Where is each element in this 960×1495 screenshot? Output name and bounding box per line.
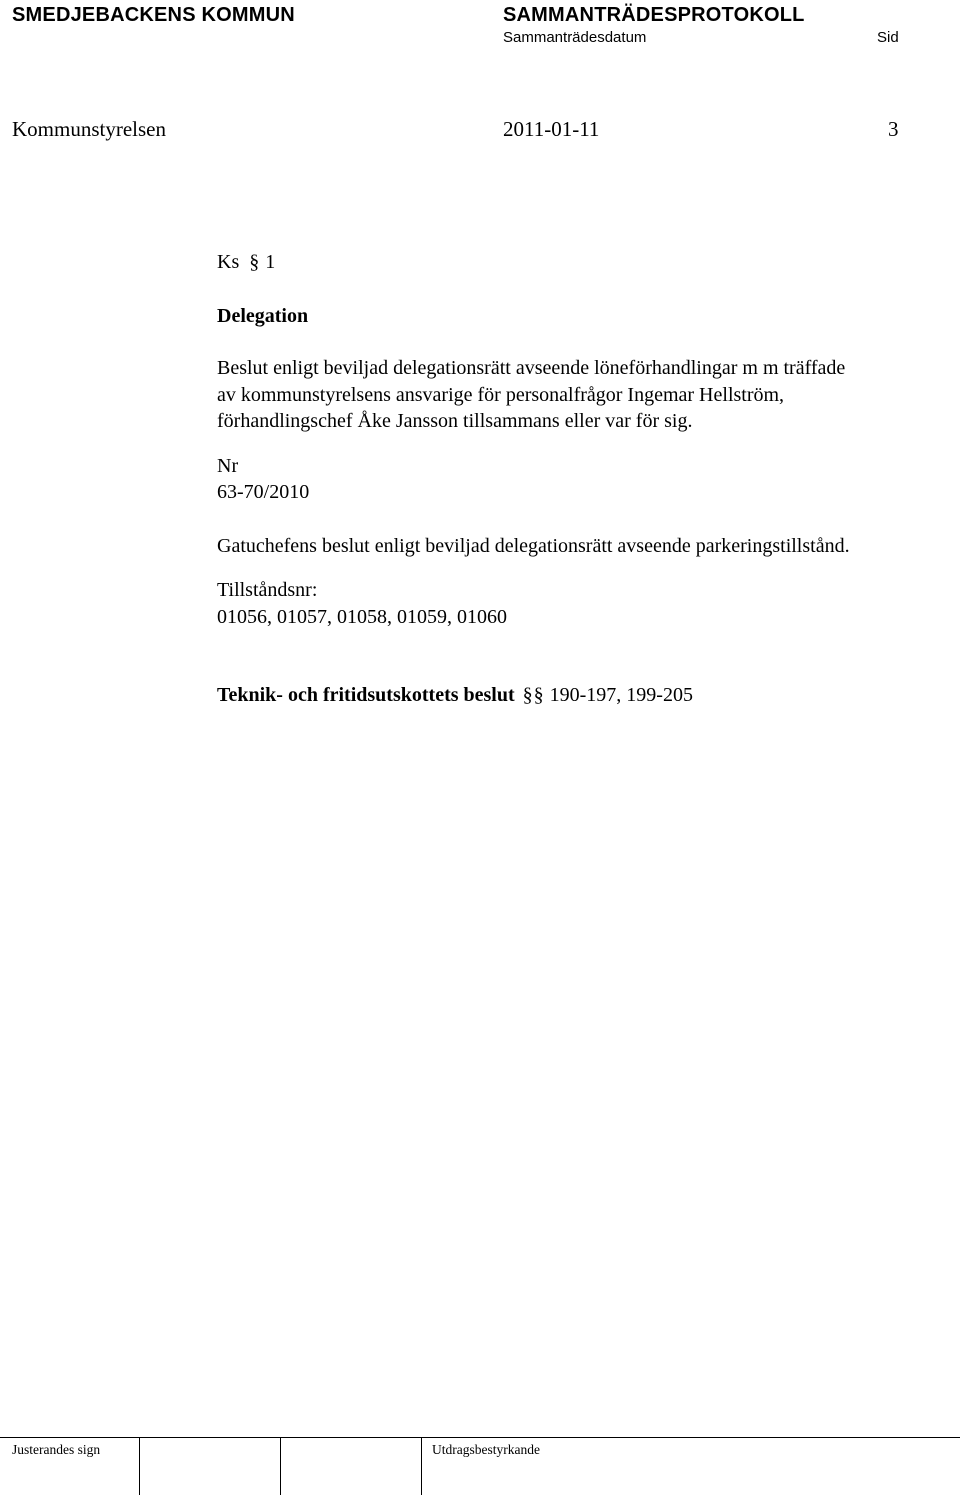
signature-label: Justerandes sign <box>12 1442 101 1457</box>
tfu-title: Teknik- och fritidsutskottets beslut <box>217 684 515 706</box>
committee-name: Kommunstyrelsen <box>12 117 166 141</box>
paragraph-line: Beslut enligt beviljad delegationsrätt avseende löneförhandlingar m m träffade <box>217 357 846 379</box>
tfu-decision-line <box>217 682 952 709</box>
paragraph-line: av kommunstyrelsens ansvarige för personalfrågor Ingemar Hellström, <box>217 383 785 406</box>
permit-label: Tillståndsnr: <box>217 579 318 601</box>
nr-label: Nr <box>217 454 239 477</box>
signature-footer <box>0 1437 960 1495</box>
footer-divider <box>139 1438 140 1495</box>
section-symbol: § <box>249 251 260 273</box>
paragraph-line: förhandlingschef Åke Jansson tillsammans eller var för sig. <box>217 410 693 432</box>
tfu-ranges: 190-197, 199-205 <box>549 684 693 706</box>
permit-numbers: 01056, 01057, 01058, 01059, 01060 <box>217 605 507 628</box>
page-number: 3 <box>888 117 899 141</box>
delegation-paragraph <box>217 355 952 435</box>
section-number: 1 <box>265 251 276 273</box>
meeting-date-label: Sammanträdesdatum <box>503 29 647 46</box>
page-label: Sid <box>877 29 899 46</box>
section-symbols: §§ <box>522 684 545 706</box>
organization-name: SMEDJEBACKENS KOMMUN <box>12 4 295 26</box>
document-type: SAMMANTRÄDESPROTOKOLL <box>503 4 805 26</box>
footer-divider <box>280 1438 281 1495</box>
extract-certification-label: Utdragsbestyrkande <box>432 1442 540 1457</box>
footer-divider <box>421 1438 422 1495</box>
section-reference <box>217 249 952 276</box>
parking-paragraph: Gatuchefens beslut enligt beviljad delegationsrätt avseende parkeringstillstånd. <box>217 534 850 557</box>
section-heading: Delegation <box>217 304 309 327</box>
section-prefix: Ks <box>217 251 240 273</box>
protocol-content <box>217 249 952 709</box>
meeting-date: 2011-01-11 <box>503 117 600 141</box>
nr-value: 63-70/2010 <box>217 481 310 503</box>
